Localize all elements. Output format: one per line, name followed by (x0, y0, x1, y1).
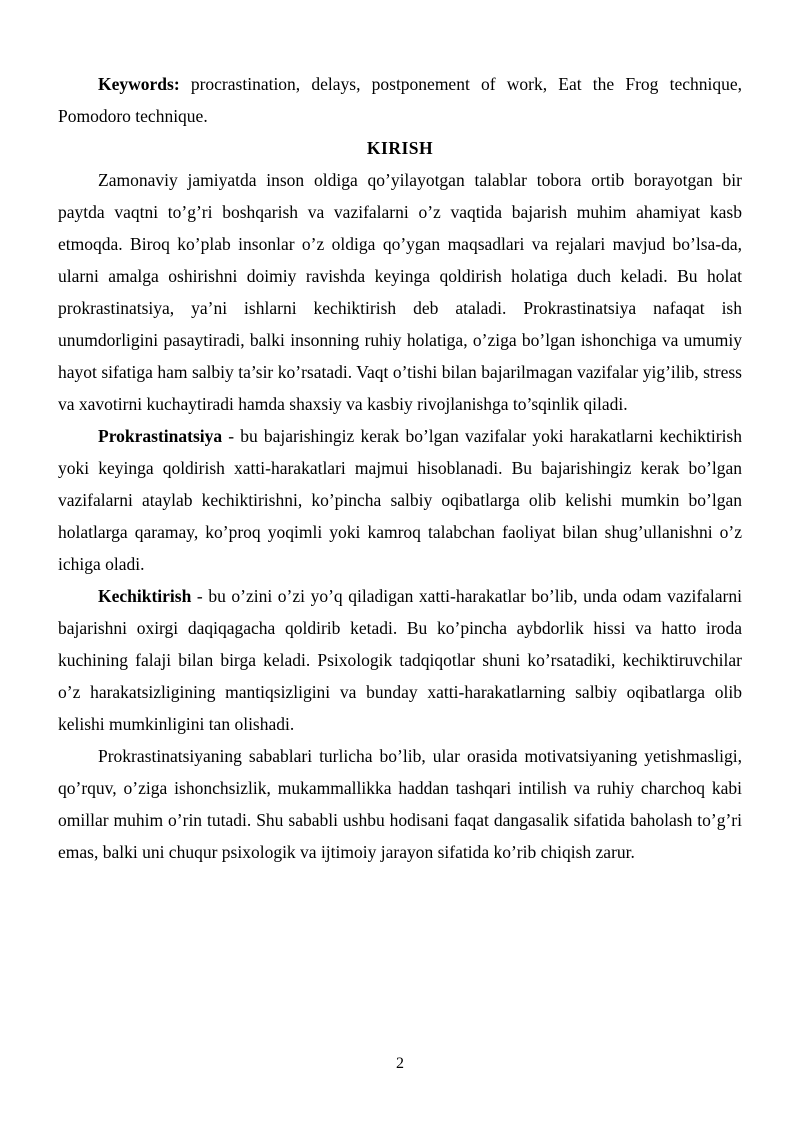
keywords-text: procrastination, delays, postponement of work, Eat the Frog technique, Pomodoro technique. (58, 74, 742, 126)
paragraph-2-text: - bu bajarishingiz kerak bo’lgan vazifalar yoki harakatlarni kechiktirish yoki keyinga qoldirish xatti-harakatlari majmui hisoblanadi. Bu bajarishingiz kerak bo’lgan vazifalarni ataylab kechiktirishni, ko’pincha salbiy oqibatlarga olib kelishi mumkin bo’lgan holatlarga qaramay, ko’proq yoqimli yoki kamroq talabchan faoliyat bilan shug’ullanishni o’z ichiga oladi. (58, 426, 742, 574)
body-paragraph-2 (58, 420, 742, 580)
body-paragraph-3 (58, 580, 742, 740)
paragraph-3-text: - bu o’zini o’zi yo’q qiladigan xatti-harakatlar bo’lib, unda odam vazifalarni bajarishni oxirgi daqiqagacha qoldirib ketadi. Bu ko’pincha aybdorlik hissi va hatto iroda kuchining falaji bilan birga keladi. Psixologik tadqiqotlar shuni ko’rsatadiki, kechiktiruvchilar o’z harakatsizligining mantiqsizligini va bunday xatti-harakatlarning salbiy oqibatlarga olib kelishi mumkinligini tan olishadi. (58, 586, 742, 734)
page-content (58, 68, 742, 868)
body-paragraph-4 (58, 740, 742, 868)
paragraph-2-lead-term: Prokrastinatsiya (98, 426, 223, 446)
keywords-paragraph (58, 68, 742, 132)
keywords-label: Keywords: (98, 74, 180, 94)
body-paragraph-1 (58, 164, 742, 420)
section-heading-kirish: KIRISH (366, 138, 434, 158)
paragraph-3-lead-term: Kechiktirish (98, 586, 192, 606)
paragraph-1-text: Zamonaviy jamiyatda inson oldiga qo’yilayotgan talablar tobora ortib borayotgan bir paytda vaqtni to’g’ri boshqarish va vazifalarni o’z vaqtida bajarish muhim ahamiyat kasb etmoqda. Biroq ko’plab insonlar o’z oldiga qo’ygan maqsadlari va rejalari mavjud bo’lsa-da, ularni amalga oshirishni doimiy ravishda keyinga qoldirish holatiga duch keladi. Bu holat prokrastinatsiya, ya’ni ishlarni kechiktirish deb ataladi. Prokrastinatsiya nafaqat ish unumdorligini pasaytiradi, balki insonning ruhiy holatiga, o’ziga bo’lgan ishonchiga va umumiy hayot sifatiga ham salbiy ta’sir ko’rsatadi. Vaqt o’tishi bilan bajarilmagan vazifalar yig’ilib, stress va xavotirni kuchaytiradi hamda shaxsiy va kasbiy rivojlanishga to’sqinlik qiladi. (58, 170, 742, 414)
paragraph-4-text: Prokrastinatsiyaning sabablari turlicha bo’lib, ular orasida motivatsiyaning yetishmasligi, qo’rquv, o’ziga ishonchsizlik, mukammallikka haddan tashqari intilish va ruhiy charchoq kabi omillar muhim o’rin tutadi. Shu sababli ushbu hodisani faqat dangasalik sifatida baholash to’g’ri emas, balki uni chuqur psixologik va ijtimoiy jarayon sifatida ko’rib chiqish zarur. (58, 746, 742, 862)
page-number: 2 (396, 1055, 404, 1072)
